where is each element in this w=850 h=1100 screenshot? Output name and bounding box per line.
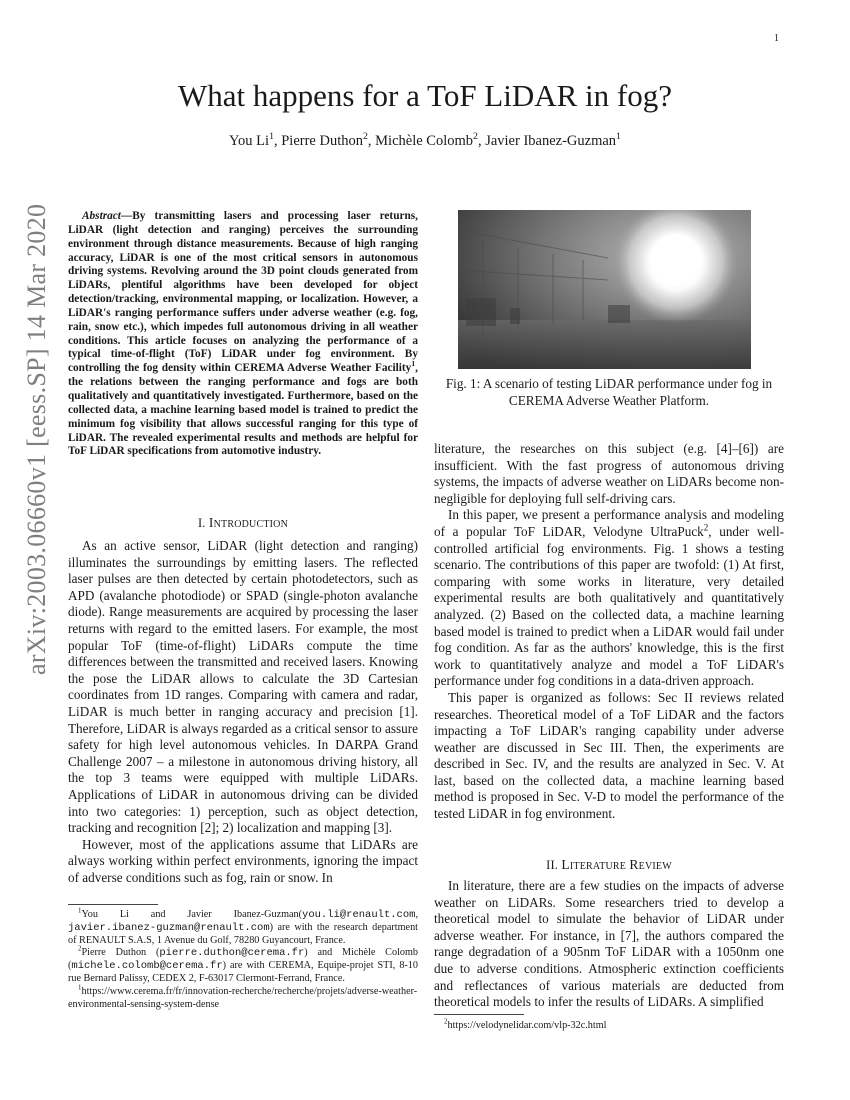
paragraph	[434, 507, 784, 690]
author-affiliation: 2	[362, 131, 368, 143]
footnote-text: ,	[415, 909, 418, 920]
footnote-divider	[434, 1014, 524, 1015]
author-name: Pierre Duthon	[281, 133, 363, 149]
paragraph: This paper is organized as follows: Sec II reviews related researches. Theoretical model of a ToF LiDAR and the factors impacting a ToF LiDAR's ranging capability under adverse weather are discussed in Sec III. Then, the experiments are described in Sec. IV, and the results are analyzed in Sec. V. At last, based on the collected data, a machine learning based method is proposed in Sec. V-D to model the performance of the tested LiDAR in fog environment.	[434, 689, 784, 822]
footnote-text: ) are with CEREMA, Equipe-projet STI, 8-10 rue Bernard Palissy, CEDEX 2, F-63017 Clermont-Ferrand, France.	[68, 960, 418, 984]
footnote-marker: 1	[78, 984, 82, 992]
figure-caption: Fig. 1: A scenario of testing LiDAR performance under fog in CEREMA Adverse Weather Platform.	[445, 376, 773, 408]
abstract-label: Abstract	[82, 210, 121, 222]
footnote-marker: 2	[78, 946, 82, 953]
footnotes	[68, 909, 418, 1011]
arxiv-identifier-text: arXiv:2003.06660v1 [eess.SP] 14 Mar 2020	[22, 203, 51, 675]
footnote-marker: 1	[78, 907, 82, 915]
section-heading-literature-review: II. LITERATURE REVIEW	[546, 857, 672, 872]
email-link[interactable]: you.li@renault.com	[302, 909, 416, 921]
email-link[interactable]: pierre.duthon@cerema.fr	[159, 947, 305, 960]
paragraph: However, most of the applications assume that LiDARs are always working within perfect environments, ignoring the impact of adverse conditions such as fog, rain or snow. In	[68, 836, 418, 885]
section-heading-introduction: I. INTRODUCTION	[197, 515, 289, 530]
author-affiliation: 1	[616, 131, 621, 143]
footnote-marker: 1	[411, 359, 416, 369]
email-link[interactable]: javier.ibanez-guzman@renault.com	[68, 921, 270, 934]
paragraph-text: In this paper, we present a performance analysis and modeling of a popular ToF LiDAR, Velodyne UltraPuck	[434, 507, 784, 539]
footnote-text: ) are with the research department of RENAULT S.A.S, 1 Avenue du Golf, 78280 Guyancourt, France.	[68, 921, 418, 946]
author-name: Javier Ibanez-Guzman	[485, 133, 617, 149]
footnote-marker: 2	[444, 1018, 448, 1026]
author-name: Michèle Colomb	[375, 133, 474, 149]
author-name: You Li	[229, 133, 270, 149]
author-list: You Li$^1$, Pierre Duthon$^2$, Michèle Colomb$^2$, Javier Ibanez-Guzman$^1$	[229, 131, 621, 149]
email-link[interactable]: michele.colomb@cerema.fr	[71, 960, 223, 973]
abstract-text: —By transmitting lasers and processing laser returns, LiDAR (light detection and ranging) perceives the surrounding environment through distance measurements. Because of high ranging accuracy, LiDAR is one of the most critical sensors in autonomous driving systems. Revolving around the 3D point clouds generated from LiDARs, plentiful algorithms have been developed for object detection/tracking, environmental mapping, or localization. However, a LiDAR's ranging performance suffers under adverse weather (e.g. fog, rain, snow etc.), which impedes full autonomous driving in all weather conditions. This article focuses on analyzing the performance of a typical time-of-flight (ToF) LiDAR under fog environment. By controlling the fog density within CEREMA Adverse Weather Facility	[68, 210, 418, 375]
paragraph: literature, the researches on this subject (e.g. [4]–[6]) are insufficient. With the fast progress of autonomous driving systems, the impacts of adverse weather on LiDARs become non-negligible for deploying full self-driving cars.	[434, 441, 784, 506]
author-affiliation: 2	[473, 131, 478, 143]
page-number: 1	[774, 33, 779, 44]
footnote-text: You Li and Javier Ibanez-Guzman(	[81, 909, 303, 920]
paper-title: What happens for a ToF LiDAR in fog?	[177, 78, 673, 113]
paragraph-text: , under well-controlled artificial fog environments. Fig. 1 shows a testing scenario. The contributions of this paper are twofold: (1) At first, comparing with some works in literature, very detailed experimental results are both qualitatively and quantitatively analyzed. (2) Based on the collected data, a machine learning based model is trained to predict when a LiDAR would fail under fog condition. As far as the authors' knowledge, this is the first work to quantitatively analyze and model a ToF LiDAR's performance under fog conditions in a data-driven approach.	[434, 523, 784, 689]
footnote-url	[68, 986, 418, 1012]
abstract-text-continued: , the relations between the ranging performance and fogs are both qualitatively and quantitatively investigated. Furthermore, based on the collected data, a machine learning based model is trained to predict the minimum fog visibility that allows successful ranging for this type of LiDAR. The revealed experimental results and methods are helpful for ToF LiDAR specifications from automotive industry.	[68, 362, 418, 458]
footnote-marker: 2	[703, 522, 709, 533]
footnote-text: Pierre Duthon (	[81, 947, 160, 959]
right-column-body	[434, 441, 784, 823]
abstract	[68, 210, 418, 459]
figure-fog-scenario-image	[458, 210, 751, 369]
footnote-affiliation-cerema	[68, 947, 418, 985]
paragraph: In literature, there are a few studies on the impacts of adverse weather on LiDARs. Some researchers tried to develop a theoretical model to simulate the behavior of LiDAR under adverse weather. For instance, in [7], the authors compared the range degradation of a 905nm ToF LiDAR with a 1050nm one due to adverse conditions. Atmospheric extinction coefficients and reflectances of various materials are deducted from theoretical models to infer the results of LiDARs. A simplified	[434, 878, 784, 1010]
fog-scene-illustration	[458, 210, 751, 369]
footnote-text: ) and Michèle Colomb (	[68, 947, 419, 972]
literature-review-body	[434, 878, 784, 1011]
footnote-link[interactable]: https://velodynelidar.com/vlp-32c.html	[447, 1020, 607, 1031]
footnote-divider	[68, 904, 158, 905]
footnote-link[interactable]: https://www.cerema.fr/fr/innovation-recherche/recherche/projets/adverse-weather-environmental-sensing-system-dense	[68, 985, 418, 1010]
paragraph: As an active sensor, LiDAR (light detection and ranging) illuminates the surroundings by emitting lasers. The reflected laser pulses are then detected by certain photodetectors, such as APD (avalanche photodiode) or SPAD (single-photon avalanche diode). Range measurements are acquired by processing the laser returns with regard to the emitted lasers. For example, the most popular ToF (time-of-flight) LiDARs compute the time differences between the transmitted and received lasers. Knowing the pose the LiDAR allows to calculate the 3D Cartesian coordinates from 1D ranges. Comparing with camera and radar, LiDAR is much better in ranging accuracy and precision [1]. Therefore, LiDAR is always regarded as a critical sensor to assure safety for high level autonomous vehicles. In DARPA Grand Challenge 2007 – a milestone in autonomous driving history, all the top 3 teams were equipped with multiple LiDARs. Applications of LiDAR in autonomous driving can be divided into two categories: 1) perception, such as object detection, tracking and recognition [2]; 2) localization and mapping [3].	[68, 538, 418, 836]
left-column-body	[68, 538, 418, 886]
author-affiliation: 1	[269, 131, 274, 143]
footnote-affiliation-renault	[68, 909, 418, 947]
footnote-velodyne-url	[434, 1020, 784, 1033]
